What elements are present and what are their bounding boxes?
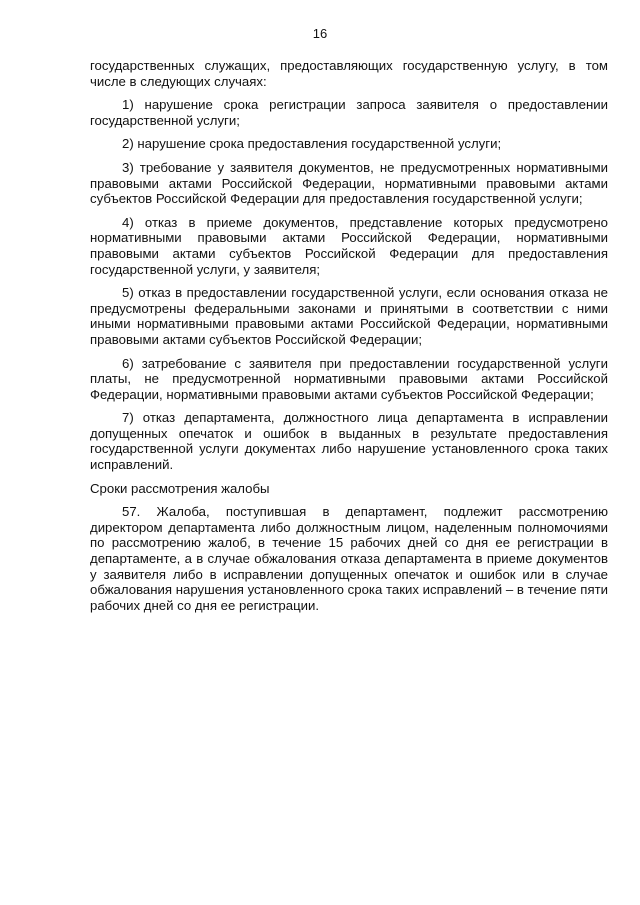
paragraph-57: 57. Жалоба, поступившая в департамент, подлежит рассмотрению директором департамента либо должностным лицом, наделенным полномочиями по рассмотрению жалоб, в течение 15 рабочих дней со дня ее регистрации в департаменте, а в случае обжалования отказа департамента в приеме документов у заявителя либо в исправлении допущенных опечаток и ошибок или в случае обжалования нарушения установленного срока таких исправлений – в течение пяти рабочих дней со дня ее регистрации. bbox=[90, 504, 608, 613]
section-heading: Сроки рассмотрения жалобы bbox=[90, 480, 270, 496]
list-item-7: 7) отказ департамента, должностного лица департамента в исправлении допущенных опечаток и ошибок в выданных в результате предоставления государственной услуги документах либо нарушение установленного срока таких исправлений. bbox=[90, 410, 608, 473]
list-item-6: 6) затребование с заявителя при предоставлении государственной услуги платы, не предусмотренной нормативными правовыми актами Российской Федерации, нормативными правовыми актами субъектов Российской Федерации; bbox=[90, 355, 608, 402]
list-item-3: 3) требование у заявителя документов, не предусмотренных нормативными правовыми актами Российской Федерации, нормативными правовыми актами субъектов Российской Федерации для предоставления государственной услуги; bbox=[90, 159, 608, 207]
list-item-1: 1) нарушение срока регистрации запроса заявителя о предоставлении государственной услуги; bbox=[90, 97, 608, 128]
paragraph-continuation: государственных служащих, предоставляющих государственную услугу, в том числе в следующих случаях: bbox=[90, 58, 608, 89]
document-body bbox=[90, 58, 608, 621]
list-item-5: 5) отказ в предоставлении государственной услуги, если основания отказа не предусмотрены федеральными законами и принятыми в соответствии с ними иными нормативными правовыми актами Российской Федерации, нормативными правовыми актами субъектов Российской Федерации; bbox=[90, 285, 608, 347]
list-item-4: 4) отказ в приеме документов, представление которых предусмотрено нормативными правовыми актами Российской Федерации, нормативными правовыми актами субъектов Российской Федерации для предоставления государственной услуги, у заявителя; bbox=[90, 214, 608, 277]
page-number: 16 bbox=[312, 26, 328, 41]
list-item-2: 2) нарушение срока предоставления государственной услуги; bbox=[122, 136, 502, 152]
